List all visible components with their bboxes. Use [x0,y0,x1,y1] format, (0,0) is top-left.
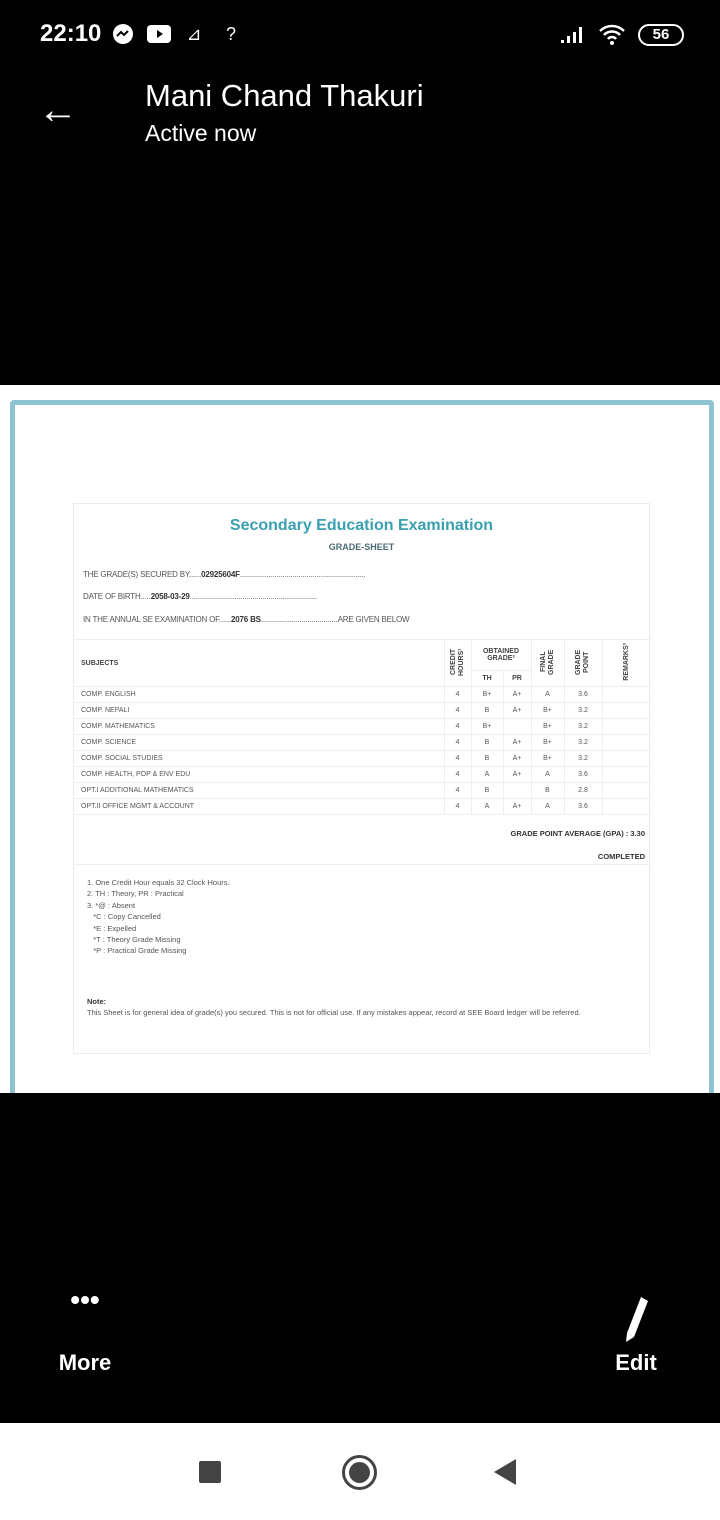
table-row [74,735,651,751]
signal-icon [558,22,590,46]
legend-item: *T : Theory Grade Missing [87,935,181,945]
label: ARE GIVEN BELOW [337,615,410,624]
final-grade: B+ [531,703,564,719]
pr-grade: A+ [503,767,531,783]
youtube-icon [146,22,172,46]
table-row [74,767,651,783]
grade-point: 2.8 [564,783,602,799]
col-pr: PR [503,670,531,686]
doc-subtitle: GRADE-SHEET [328,542,395,552]
pr-grade: A+ [503,687,531,703]
table-row [74,751,651,767]
subject: COMP. SCIENCE [74,735,444,751]
th-grade: B [471,703,503,719]
grade-point: 3.2 [564,735,602,751]
result-status: COMPLETED [597,852,645,861]
credit: 4 [444,735,471,751]
table-row [74,687,651,703]
pr-grade: A+ [503,751,531,767]
legend-item: 2. TH : Theory, PR : Practical [87,889,184,899]
col-credit: CREDIT HOURS¹ [449,648,465,676]
final-grade: A [531,767,564,783]
remarks [602,735,651,751]
symbol-number: 02925604F [201,570,240,579]
more-icon: ••• [70,1284,100,1315]
grade-point: 3.6 [564,687,602,703]
legend [87,877,230,957]
grade-point: 3.2 [564,751,602,767]
subject: COMP. ENGLISH [74,687,444,703]
credit: 4 [444,799,471,815]
credit: 4 [444,751,471,767]
location-icon: ? [225,23,236,44]
exam-line: IN THE ANNUAL SE EXAMINATION OF......2076 BS......................................ARE GIVEN BELOW [83,615,410,624]
battery-icon: 56 [638,24,684,46]
col-obtained: OBTAINED GRADE² [471,640,531,671]
exam-year: 2076 BS [231,615,261,624]
grade-sheet [73,503,650,1054]
credit: 4 [444,703,471,719]
note-text: This Sheet is for general idea of grade(s) you secured. This is not for official use. If any mistakes appear, record at SEE Board ledger will be referred. [87,1008,581,1017]
contact-status: Active now [145,120,257,146]
th-grade: B+ [471,687,503,703]
pr-grade [503,783,531,799]
status-time: 22:10 [40,20,102,47]
dob: 2058-03-29 [150,592,190,601]
label: IN THE ANNUAL SE EXAMINATION OF [83,615,219,624]
remarks [602,767,651,783]
col-final: FINAL GRADE [539,649,555,675]
divider [74,864,649,865]
pr-grade: A+ [503,735,531,751]
more-label: More [58,1350,112,1375]
gpa: GRADE POINT AVERAGE (GPA) : 3.30 [510,829,645,838]
final-grade: B [531,783,564,799]
contact-name: Mani Chand Thakuri [145,78,424,113]
recents-button[interactable] [199,1461,221,1483]
legend-item: *C : Copy Cancelled [87,912,161,922]
remarks [602,719,651,735]
pencil-icon [604,1295,668,1350]
label: DATE OF BIRTH [83,592,141,601]
note-label: Note: [87,997,107,1006]
credit: 4 [444,719,471,735]
th-grade: B+ [471,719,503,735]
remarks [602,751,651,767]
note [87,996,632,1018]
grade-point: 3.2 [564,719,602,735]
final-grade: B+ [531,751,564,767]
doc-title: Secondary Education Examination [229,517,494,534]
symbol-number-line: THE GRADE(S) SECURED BY......02925604F.............................................................. [83,570,366,579]
pr-grade [503,719,531,735]
legend-item: *P : Practical Grade Missing [87,946,187,956]
col-remarks: REMARKS³ [622,643,630,681]
dob-line: DATE OF BIRTH.....2058-03-29............................................................... [83,592,318,601]
th-grade: B [471,751,503,767]
label: THE GRADE(S) SECURED BY [83,570,189,579]
table-row [74,719,651,735]
pr-grade: A+ [503,703,531,719]
col-subjects: SUBJECTS [74,640,444,687]
credit: 4 [444,767,471,783]
grade-point: 3.6 [564,799,602,815]
col-th: TH [471,670,503,686]
final-grade: B+ [531,735,564,751]
legend-item: *E : Expelled [87,923,137,933]
remarks [602,799,651,815]
image-viewer[interactable] [0,385,720,1093]
pr-grade: A+ [503,799,531,815]
back-arrow-icon[interactable]: ← [38,88,78,132]
table-row [74,703,651,719]
th-grade: B [471,735,503,751]
final-grade: B+ [531,719,564,735]
grade-point: 3.6 [564,767,602,783]
grades-table [74,639,651,815]
credit: 4 [444,687,471,703]
th-grade: B [471,783,503,799]
home-button[interactable] [342,1455,377,1490]
subject: COMP. SOCIAL STUDIES [74,751,444,767]
table-row [74,783,651,799]
navigation-bar [0,1423,720,1520]
subject: COMP. NEPALI [74,703,444,719]
subject: OPT.II OFFICE MGMT & ACCOUNT [74,799,444,815]
edit-button[interactable] [604,1295,668,1376]
credit: 4 [444,783,471,799]
messenger-icon [111,22,135,46]
legend-item: 1. One Credit Hour equals 32 Clock Hours. [87,878,230,887]
subject: OPT.I ADDITIONAL MATHEMATICS [74,783,444,799]
remarks [602,783,651,799]
remarks [602,703,651,719]
grade-point: 3.2 [564,703,602,719]
table-row [74,799,651,815]
more-button[interactable] [50,1284,120,1376]
legend-item: 3. *@ : Absent [87,900,136,910]
back-button[interactable] [494,1459,516,1485]
final-grade: A [531,799,564,815]
rss-icon: ⊿ [186,23,202,44]
wifi-icon [597,22,627,46]
th-grade: A [471,767,503,783]
col-gp: GRADE POINT [575,649,590,675]
subject: COMP. HEALTH, POP & ENV EDU [74,767,444,783]
edit-label: Edit [615,1350,657,1375]
subject: COMP. MATHEMATICS [74,719,444,735]
final-grade: A [531,687,564,703]
remarks [602,687,651,703]
th-grade: A [471,799,503,815]
